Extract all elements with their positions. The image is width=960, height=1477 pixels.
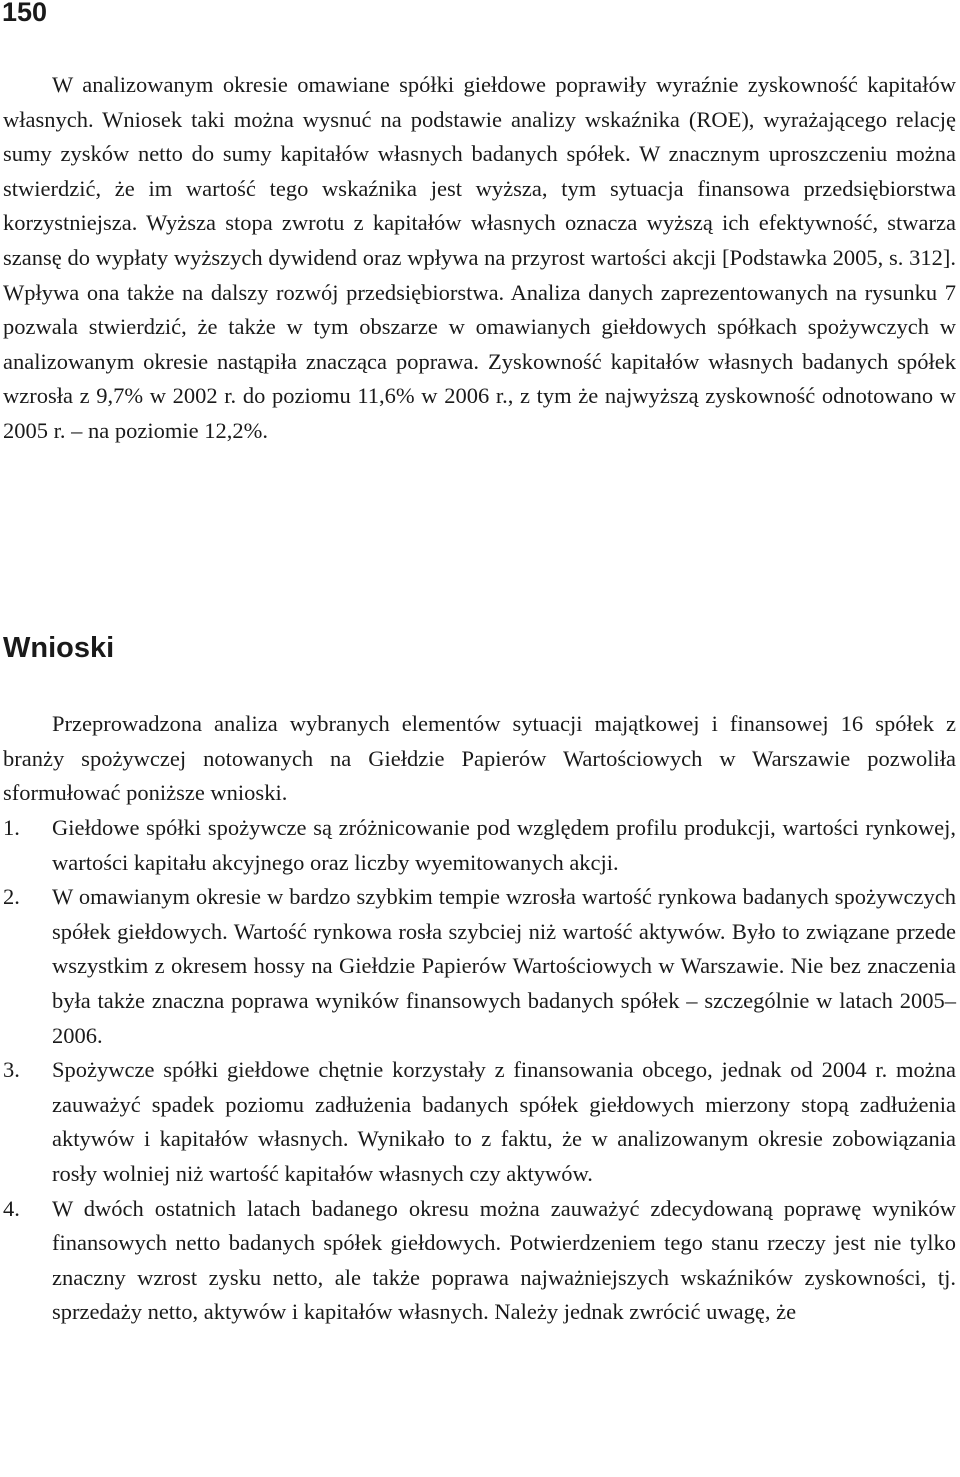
conclusion-number: 3. — [3, 1057, 20, 1083]
conclusion-text: W omawianym okresie w bardzo szybkim tempie wzrosła wartość rynkowa badanych spożywczych spółek giełdowych. Wartość rynkowa rosła szybciej niż wartość aktywów. Było to związane przede wszystkim z okresem hossy na Giełdzie Papierów Wartościowych w Warszawie. Nie bez znaczenia była także znaczna poprawa wyników finansowych badanych spółek – szczególnie w latach 2005–2006. — [52, 884, 956, 1048]
conclusions-list — [3, 811, 956, 1330]
roe-analysis-paragraph: W analizowanym okresie omawiane spółki giełdowe poprawiły wyraźnie zyskowność kapitałów własnych. Wniosek taki można wysnuć na podstawie analizy wskaźnika (ROE), wyrażającego relację sumy zysków netto do sumy kapitałów własnych badanych spółek. W znacznym uproszczeniu można stwierdzić, że im wartość tego wskaźnika jest wyższa, tym sytuacja finansowa przedsiębiorstwa korzystniejsza. Wyższa stopa zwrotu z kapitałów własnych oznacza wyższą ich efektywność, stwarza szansę do wypłaty wyższych dywidend oraz wpływa na przyrost wartości akcji [Podstawka 2005, s. 312]. Wpływa ona także na dalszy rozwój przedsiębiorstwa. Analiza danych zaprezentowanych na rysunku 7 pozwala stwierdzić, że także w tym obszarze w omawianych giełdowych spółkach spożywczych w analizowanym okresie nastąpiła znacząca poprawa. Zyskowność kapitałów własnych badanych spółek wzrosła z 9,7% w 2002 r. do poziomu 11,6% w 2006 r., z tym że najwyższą zyskowność odnotowano w 2005 r. – na poziomie 12,2%. — [3, 72, 956, 443]
conclusion-text: Giełdowe spółki spożywcze są zróżnicowanie pod względem profilu produkcji, wartości rynkowej, wartości kapitału akcyjnego oraz liczby wyemitowanych akcji. — [52, 815, 956, 875]
conclusion-item-2 — [3, 880, 956, 1053]
conclusions-intro-paragraph: Przeprowadzona analiza wybranych elementów sytuacji majątkowej i finansowej 16 spółek z branży spożywczej notowanych na Giełdzie Papierów Wartościowych w Warszawie pozwoliła sformułować poniższe wnioski. — [3, 711, 956, 806]
conclusion-item-3 — [3, 1053, 956, 1191]
page-number: 150 — [2, 0, 48, 27]
conclusion-text: Spożywcze spółki giełdowe chętnie korzystały z finansowania obcego, jednak od 2004 r. można zauważyć spadek poziomu zadłużenia badanych spółek giełdowych mierzony stopą zadłużenia aktywów i kapitałów własnych. Wynikało to z faktu, że w analizowanym okresie zobowiązania rosły wolniej niż wartość kapitałów własnych czy aktywów. — [52, 1057, 956, 1186]
conclusion-item-1 — [3, 811, 956, 880]
conclusion-number: 4. — [3, 1195, 20, 1221]
section-heading-conclusions: Wnioski — [3, 632, 115, 664]
conclusion-text: W dwóch ostatnich latach badanego okresu można zauważyć zdecydowaną poprawę wyników finansowych netto badanych spółek giełdowych. Potwierdzeniem tego stanu rzeczy jest nie tylko znaczny wzrost zysku netto, ale także poprawa najważniejszych wskaźników zyskowności, tj. sprzedaży netto, aktywów i kapitałów własnych. Należy jednak zwrócić uwagę, że — [52, 1195, 956, 1325]
conclusion-number: 1. — [3, 815, 20, 840]
conclusion-item-4 — [3, 1192, 956, 1330]
conclusion-number: 2. — [3, 884, 20, 910]
